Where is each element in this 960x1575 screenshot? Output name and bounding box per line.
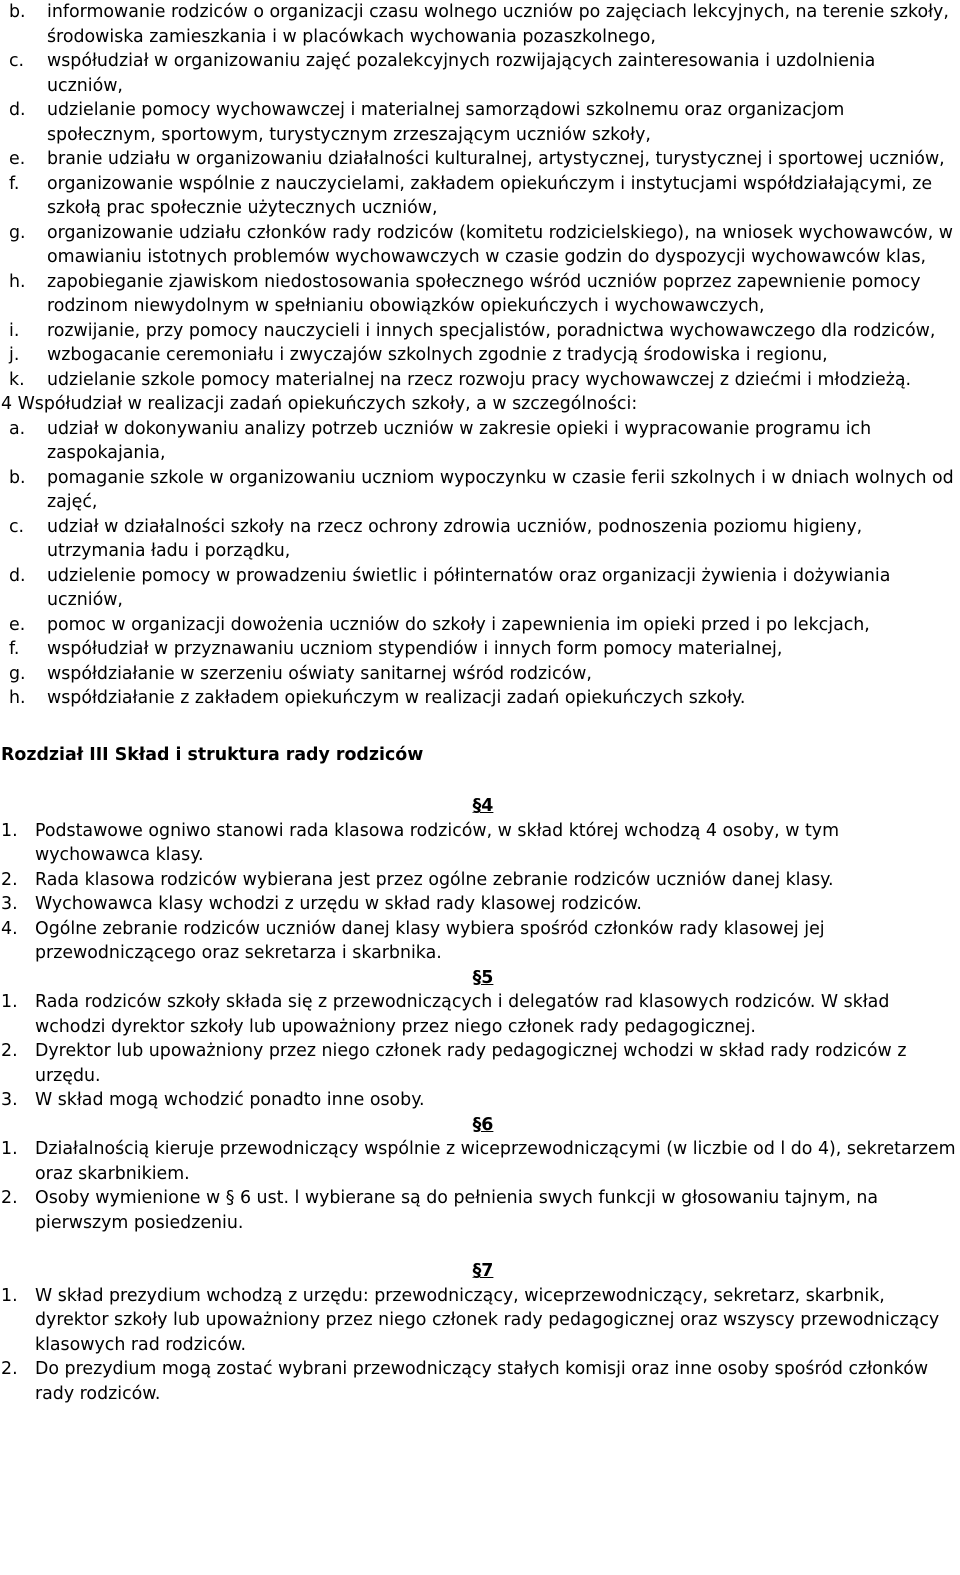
tasks-list-continued (0, 0, 960, 392)
list-item-text: udzielanie pomocy wychowawczej i materialnej samorządowi szkolnemu oraz organizacjom społecznym, sportowym, turystycznym zrzeszającym uczniów szkoły, (47, 100, 845, 145)
list-item-label: j. (9, 345, 20, 365)
numbered-item-text: Wychowawca klasy wchodzi z urzędu w skład rady klasowej rodziców. (35, 894, 642, 914)
numbered-item-text: Podstawowe ogniwo stanowi rada klasowa rodziców, w skład której wchodzą 4 osoby, w tym wychowawca klasy. (35, 820, 840, 865)
numbered-item-label: 1. (1, 1285, 18, 1306)
list-item-text: wzbogacanie ceremoniału i zwyczajów szkolnych zgodnie z tradycją środowiska i regionu, (47, 345, 828, 365)
numbered-item-text: Rada rodziców szkoły składa się z przewodniczących i delegatów rad klasowych rodziców. W skład wchodzi dyrektor szkoły lub upoważniony przez niego członek rady pedagogicznej. (35, 992, 890, 1037)
paragraph-6-list (0, 1137, 960, 1235)
numbered-item-text: Ogólne zebranie rodziców uczniów danej klasy wybiera spośród członków rady klasowej jej przewodniczącego oraz sekretarza i skarbnika. (35, 918, 825, 963)
list-item-text: zapobieganie zjawiskom niedostosowania społecznego wśród uczniów poprzez zapewnienie pomocy rodzinom niewydolnym w spełnianiu obowiązków opiekuńczych i wychowawczych, (47, 271, 921, 316)
list-item-label: g. (9, 663, 26, 684)
list-item (0, 515, 960, 564)
list-item (0, 343, 960, 368)
point-4-heading: 4 Współudział w realizacji zadań opiekuńczych szkoły, a w szczególności: (1, 394, 638, 414)
list-item-label: f. (9, 639, 20, 659)
numbered-item-label: 3. (1, 894, 18, 914)
numbered-item-label: 4. (1, 918, 18, 939)
list-item-text: rozwijanie, przy pomocy nauczycieli i innych specjalistów, poradnictwa wychowawczego dla rodziców, (47, 320, 936, 341)
list-item (0, 466, 960, 515)
numbered-item (0, 868, 960, 893)
numbered-item (0, 1357, 960, 1406)
list-item (0, 686, 960, 711)
list-item (0, 147, 960, 172)
paragraph-7-title: §7 (472, 1261, 494, 1281)
list-item (0, 270, 960, 319)
paragraph-4-title: §4 (472, 796, 494, 816)
list-item-text: współdziałanie w szerzeniu oświaty sanitarnej wśród rodziców, (47, 663, 592, 684)
list-item-label: d. (9, 565, 26, 586)
list-item-text: pomaganie szkole w organizowaniu uczniom wypoczynku w czasie ferii szkolnych i w dniach wolnych od zajęć, (47, 467, 954, 512)
numbered-item-label: 3. (1, 1090, 18, 1110)
list-item (0, 613, 960, 638)
numbered-item-label: 1. (1, 992, 18, 1012)
numbered-item-label: 1. (1, 820, 18, 841)
list-item (0, 221, 960, 270)
list-item (0, 49, 960, 98)
numbered-item-text: Rada klasowa rodziców wybierana jest przez ogólne zebranie rodziców uczniów danej klasy. (35, 869, 834, 890)
numbered-item-text: Dyrektor lub upoważniony przez niego członek rady pedagogicznej wchodzi w skład rady rodziców z urzędu. (35, 1041, 907, 1086)
numbered-item-label: 2. (1, 1188, 18, 1208)
list-item-label: c. (9, 51, 25, 71)
numbered-item-label: 1. (1, 1139, 18, 1159)
list-item-label: b. (9, 2, 26, 22)
list-item (0, 637, 960, 662)
numbered-item-text: Działalnością kieruje przewodniczący wspólnie z wiceprzewodniczącymi (w liczbie od l do 4), sekretarzem oraz skarbnikiem. (35, 1139, 956, 1184)
list-item-text: udzielenie pomocy w prowadzeniu świetlic i półinternatów oraz organizacji żywienia i dożywiania uczniów, (47, 565, 891, 610)
numbered-item (0, 917, 960, 966)
paragraph-5-list (0, 990, 960, 1113)
list-item-text: współdziałanie z zakładem opiekuńczym w realizacji zadań opiekuńczych szkoły. (47, 688, 746, 708)
list-item-text: współudział w przyznawaniu uczniom stypendiów i innych form pomocy materialnej, (47, 639, 783, 659)
list-item-text: organizowanie udziału członków rady rodziców (komitetu rodzicielskiego), na wniosek wychowawców, w omawianiu istotnych problemów wychowawczych w czasie godzin do dyspozycji wychowawców klas, (47, 222, 953, 267)
list-item (0, 662, 960, 687)
list-item-text: współudział w organizowaniu zajęć pozalekcyjnych rozwijających zainteresowania i uzdolnienia uczniów, (47, 51, 876, 96)
list-item-label: b. (9, 467, 26, 488)
list-item-label: f. (9, 173, 20, 194)
care-tasks-list (0, 417, 960, 711)
numbered-item (0, 1284, 960, 1358)
list-item-label: h. (9, 271, 26, 292)
list-item-text: pomoc w organizacji dowożenia uczniów do szkoły i zapewnienia im opieki przed i po lekcjach, (47, 614, 870, 635)
numbered-item-text: W skład mogą wchodzić ponadto inne osoby. (35, 1090, 425, 1110)
list-item-label: i. (9, 320, 20, 341)
numbered-item-label: 2. (1, 1041, 18, 1061)
list-item (0, 368, 960, 393)
list-item-label: e. (9, 614, 26, 635)
list-item-text: udział w działalności szkoły na rzecz ochrony zdrowia uczniów, podnoszenia poziomu higieny, utrzymania ładu i porządku, (47, 516, 863, 561)
numbered-item-text: Do prezydium mogą zostać wybrani przewodniczący stałych komisji oraz inne osoby spośród członków rady rodziców. (35, 1359, 929, 1404)
numbered-item-label: 2. (1, 1359, 18, 1379)
numbered-item-label: 2. (1, 869, 18, 890)
paragraph-7-list (0, 1284, 960, 1407)
numbered-item (0, 1137, 960, 1186)
list-item (0, 98, 960, 147)
numbered-item-text: W skład prezydium wchodzą z urzędu: przewodniczący, wiceprzewodniczący, sekretarz, skarbnik, dyrektor szkoły lub upoważniony przez niego członek rady pedagogicznej oraz wszyscy przewodniczący klasowych rad rodziców. (35, 1285, 940, 1355)
list-item-text: organizowanie wspólnie z nauczycielami, zakładem opiekuńczym i instytucjami współdziałającymi, ze szkołą prac społecznie użytecznych uczniów, (47, 173, 933, 218)
numbered-item (0, 819, 960, 868)
numbered-item (0, 892, 960, 917)
chapter-title: Rozdział III Skład i struktura rady rodziców (1, 744, 424, 765)
list-item-text: udział w dokonywaniu analizy potrzeb uczniów w zakresie opieki i wypracowanie programu ich zaspokajania, (47, 418, 872, 463)
numbered-item (0, 990, 960, 1039)
list-item-label: e. (9, 149, 26, 169)
list-item (0, 319, 960, 344)
numbered-item-text: Osoby wymienione w § 6 ust. l wybierane są do pełnienia swych funkcji w głosowaniu tajnym, na pierwszym posiedzeniu. (35, 1188, 879, 1233)
list-item-text: informowanie rodziców o organizacji czasu wolnego uczniów po zajęciach lekcyjnych, na terenie szkoły, środowiska zamieszkania i w placówkach wychowania pozaszkolnego, (47, 2, 949, 47)
numbered-item (0, 1186, 960, 1235)
list-item-label: a. (9, 418, 26, 439)
list-item (0, 564, 960, 613)
list-item (0, 172, 960, 221)
paragraph-5-title: §5 (472, 967, 494, 988)
list-item-text: udzielanie szkole pomocy materialnej na rzecz rozwoju pracy wychowawczej z dziećmi i młodzieżą. (47, 369, 912, 390)
list-item-label: g. (9, 222, 26, 243)
numbered-item (0, 1088, 960, 1113)
list-item-label: d. (9, 100, 26, 120)
paragraph-6-title: §6 (472, 1114, 494, 1135)
paragraph-4-list (0, 819, 960, 966)
list-item-label: k. (9, 369, 25, 390)
list-item-label: c. (9, 516, 25, 537)
list-item (0, 0, 960, 49)
list-item-label: h. (9, 688, 26, 708)
list-item (0, 417, 960, 466)
numbered-item (0, 1039, 960, 1088)
list-item-text: branie udziału w organizowaniu działalności kulturalnej, artystycznej, turystycznej i sportowej uczniów, (47, 149, 945, 169)
